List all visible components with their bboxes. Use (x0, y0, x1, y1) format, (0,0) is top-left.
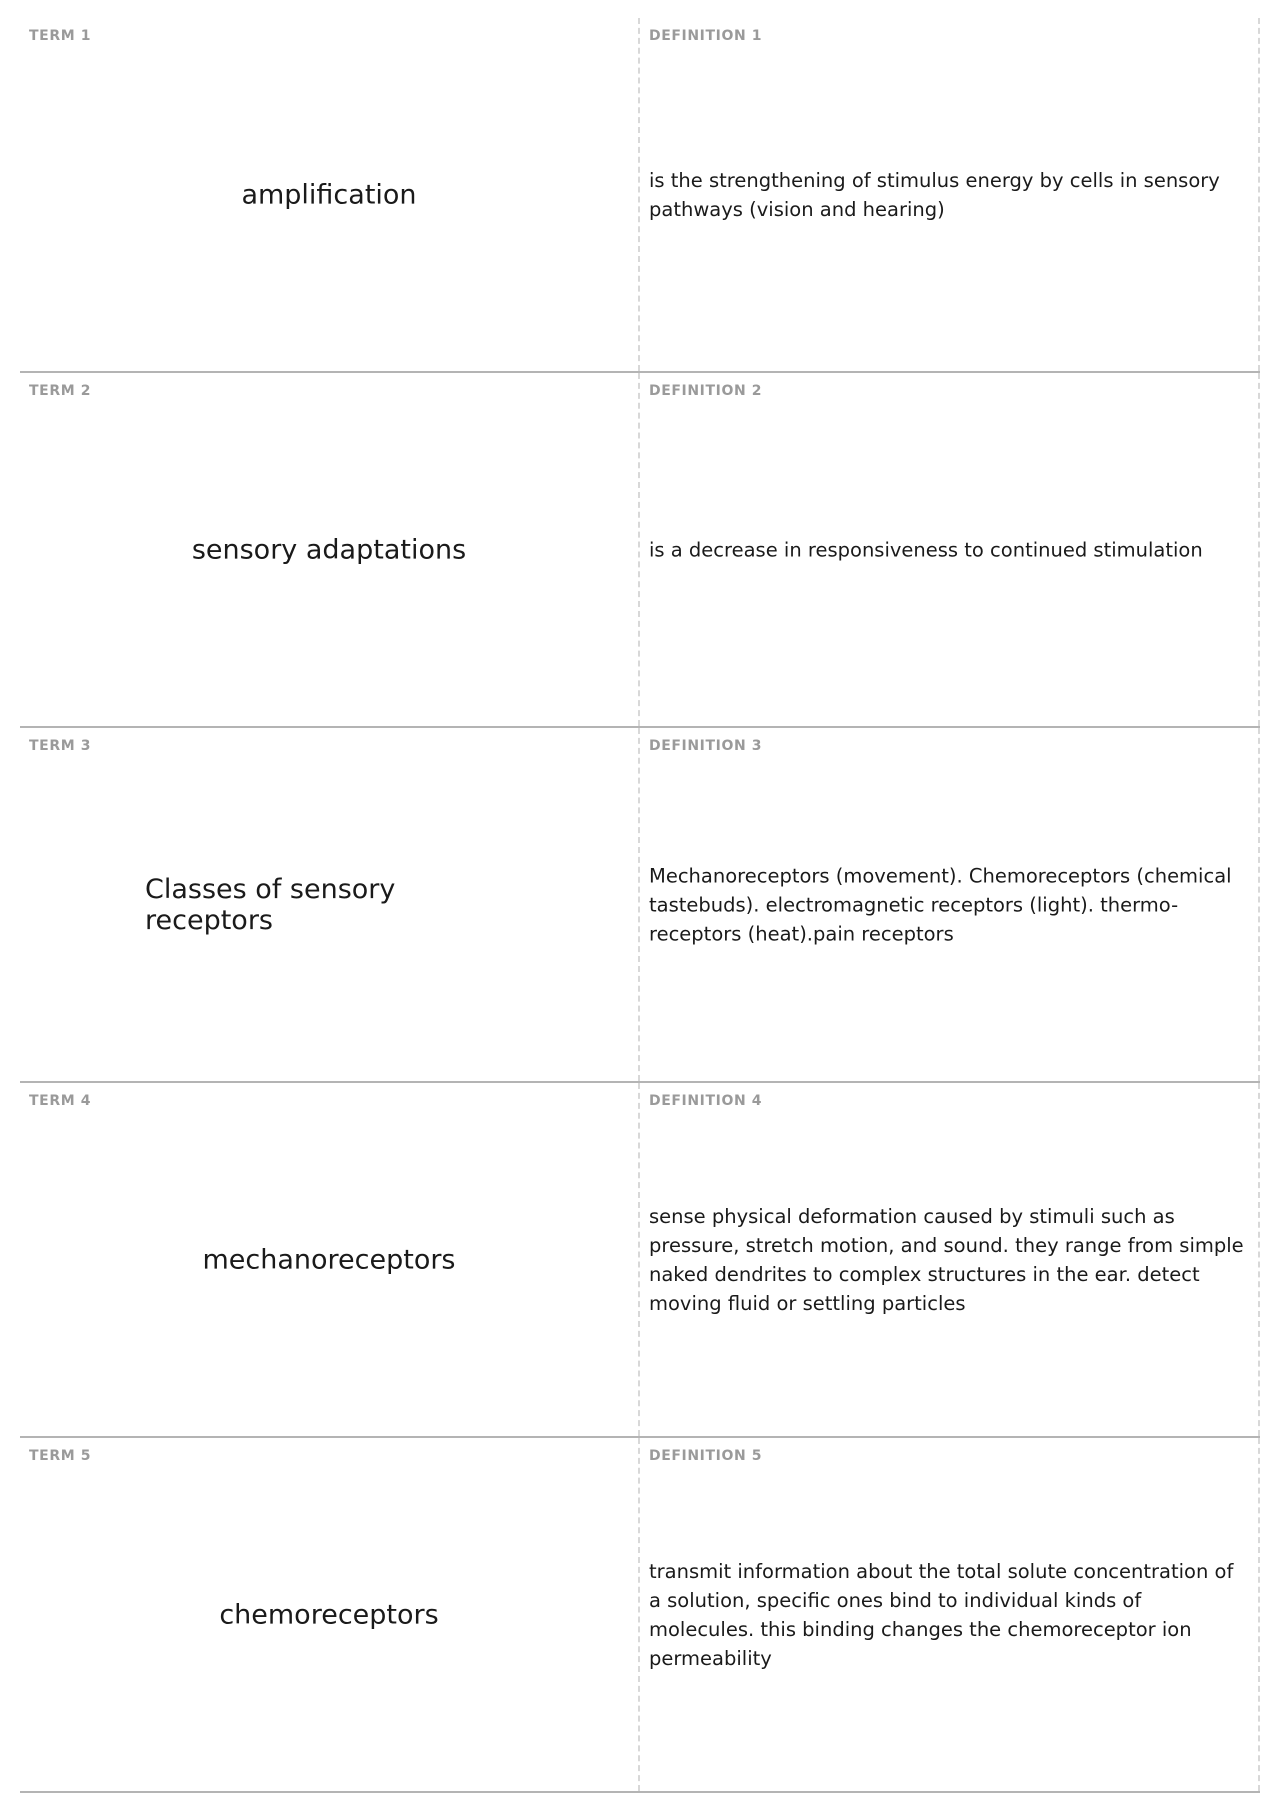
flashcard-sheet (20, 18, 1260, 1793)
definition-label: DEFINITION 5 (649, 1448, 763, 1464)
term-label: TERM 5 (29, 1448, 92, 1464)
definition-text: Mechanoreceptors (movement). Chemoreceptors (chemical tastebuds). electromagnetic receptors (light). thermo-receptors (heat).pain receptors (649, 864, 1232, 945)
term-label: TERM 1 (29, 28, 92, 44)
term-cell (20, 373, 640, 726)
flashcard-row (20, 1083, 1260, 1438)
definition-label: DEFINITION 4 (649, 1093, 763, 1109)
definition-cell (640, 728, 1260, 1081)
flashcard-row (20, 1438, 1260, 1793)
flashcard-row (20, 728, 1260, 1083)
flashcard-row (20, 18, 1260, 373)
term-text: chemoreceptors (219, 1599, 439, 1630)
term-cell (20, 1083, 640, 1436)
definition-text: sense physical deformation caused by stimuli such as pressure, stretch motion, and sound. they range from simple naked dendrites to complex structures in the ear. detect moving fluid or settling particles (649, 1204, 1244, 1315)
definition-cell (640, 18, 1260, 371)
term-text: sensory adaptations (191, 534, 467, 565)
term-text: amplification (241, 179, 417, 210)
flashcard-row (20, 373, 1260, 728)
definition-text: is the strengthening of stimulus energy by cells in sensory pathways (vision and hearing) (649, 168, 1220, 221)
definition-cell (640, 1083, 1260, 1436)
definition-cell (640, 1438, 1260, 1791)
term-label: TERM 3 (29, 738, 92, 754)
term-text: Classes of sensory receptors (145, 873, 396, 936)
definition-cell (640, 373, 1260, 726)
definition-text: is a decrease in responsiveness to continued stimulation (649, 538, 1203, 561)
term-cell (20, 1438, 640, 1791)
term-cell (20, 18, 640, 371)
definition-label: DEFINITION 1 (649, 28, 763, 44)
definition-label: DEFINITION 3 (649, 738, 763, 754)
definition-text: transmit information about the total solute concentration of a solution, specific ones bind to individual kinds of molecules. this binding changes the chemoreceptor ion permeability (649, 1559, 1234, 1670)
term-cell (20, 728, 640, 1081)
term-label: TERM 2 (29, 383, 92, 399)
definition-label: DEFINITION 2 (649, 383, 763, 399)
term-text: mechanoreceptors (202, 1244, 456, 1275)
term-label: TERM 4 (29, 1093, 92, 1109)
